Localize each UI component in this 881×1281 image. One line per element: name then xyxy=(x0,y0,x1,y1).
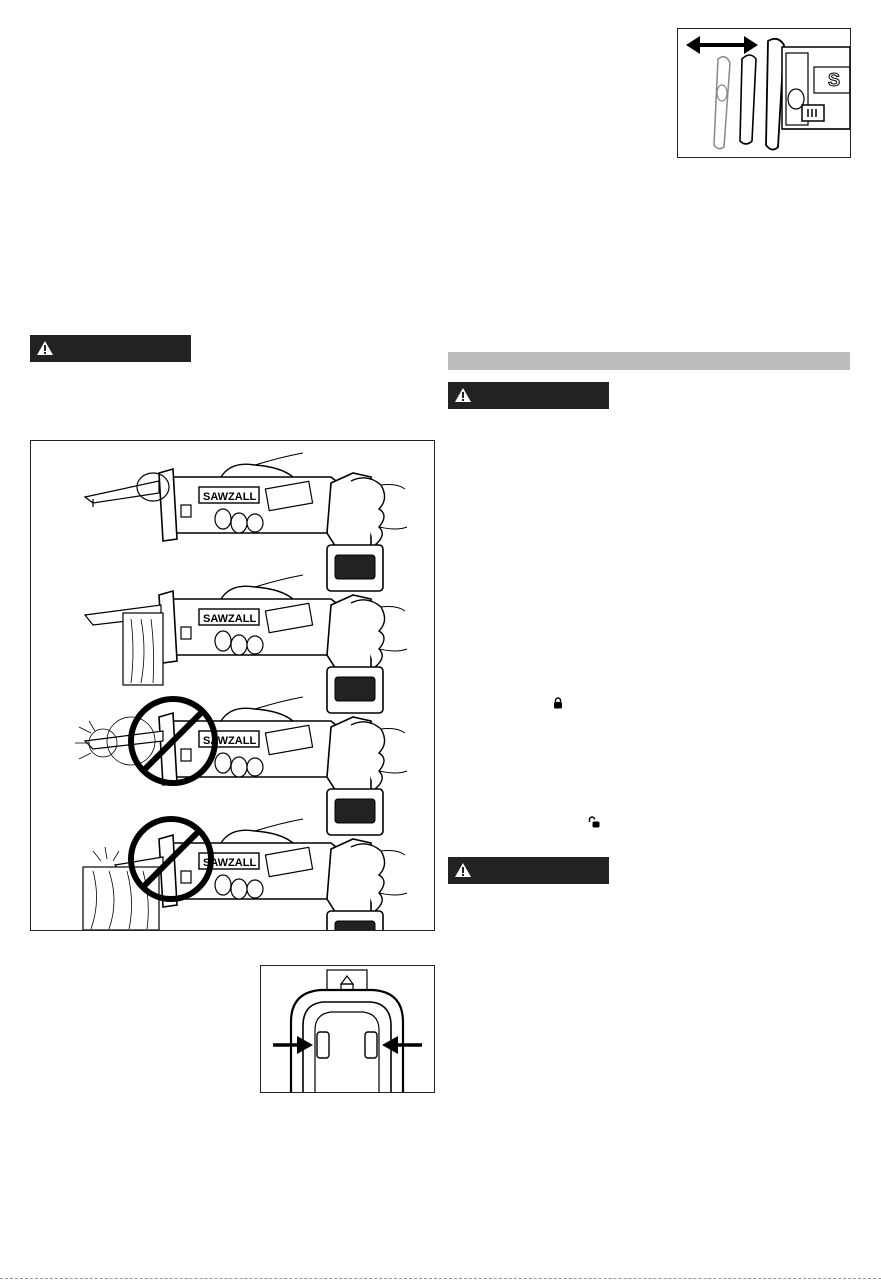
warning-triangle-icon xyxy=(36,340,54,356)
shoe-adjust-figure xyxy=(677,28,851,158)
position-2 xyxy=(85,575,407,713)
saw-cutting-positions-illustration xyxy=(31,441,434,930)
section-heading-bar xyxy=(448,352,850,370)
shoe-adjust-illustration xyxy=(678,29,850,157)
padlock-unlocked-icon xyxy=(588,816,600,828)
warning-triangle-icon xyxy=(454,862,472,878)
position-3-prohibited xyxy=(75,697,407,835)
warning-bar-right-2 xyxy=(448,857,609,884)
battery-release-illustration xyxy=(261,966,434,1092)
svg-text:S: S xyxy=(828,70,841,90)
warning-bar-right-1 xyxy=(448,382,609,409)
double-arrow-icon xyxy=(686,36,758,54)
page-bottom-rule xyxy=(0,1278,881,1279)
battery-release-figure xyxy=(260,965,435,1093)
position-1 xyxy=(85,453,407,591)
warning-bar-left xyxy=(30,335,191,362)
padlock-locked-icon xyxy=(553,697,563,709)
warning-triangle-icon xyxy=(454,387,472,403)
cutting-positions-figure xyxy=(30,440,435,931)
